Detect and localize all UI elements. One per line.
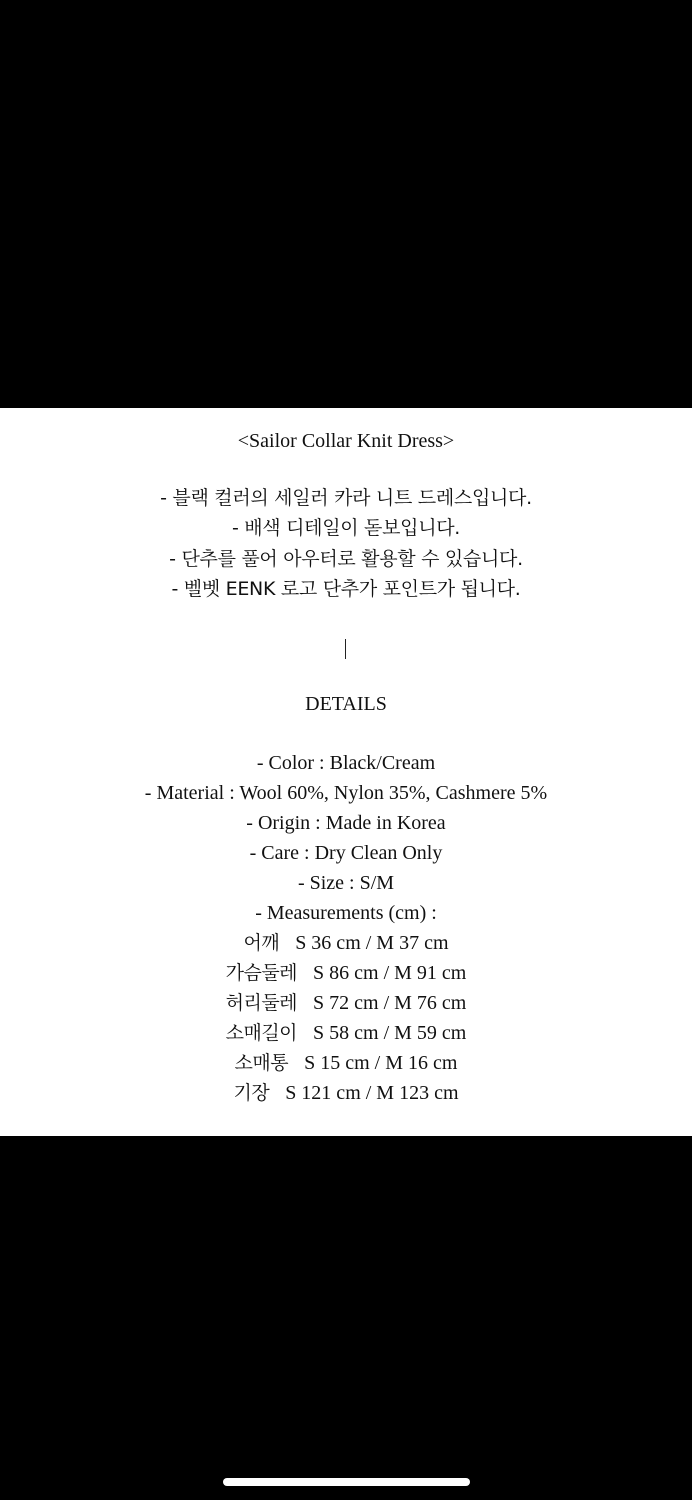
vertical-divider	[345, 639, 346, 659]
detail-measurements-label: - Measurements (cm) :	[255, 902, 437, 924]
detail-care: - Care : Dry Clean Only	[249, 842, 443, 864]
measurement-row-total-length	[0, 1078, 692, 1108]
product-title: <Sailor Collar Knit Dress>	[237, 430, 455, 452]
measurement-label: 소매통	[234, 1052, 289, 1074]
intro-description	[0, 483, 692, 604]
measurement-value: S 36 cm / M 37 cm	[295, 932, 449, 954]
detail-material: - Material : Wool 60%, Nylon 35%, Cashmere 5%	[144, 782, 548, 804]
intro-line: - 단추를 풀어 아우터로 활용할 수 있습니다.	[169, 547, 523, 570]
measurement-value: S 15 cm / M 16 cm	[304, 1052, 458, 1074]
intro-line: - 배색 디테일이 돋보입니다.	[231, 517, 461, 540]
intro-line: - 벨벳 EENK 로고 단추가 포인트가 됩니다.	[171, 577, 521, 600]
measurement-value: S 58 cm / M 59 cm	[313, 1022, 467, 1044]
intro-line: - 블랙 컬러의 세일러 카라 니트 드레스입니다.	[160, 487, 532, 509]
product-description-image	[0, 408, 692, 1136]
measurements-table	[0, 928, 692, 1108]
measurement-row-waist	[0, 988, 692, 1018]
detail-origin: - Origin : Made in Korea	[246, 812, 446, 834]
measurement-label: 기장	[233, 1082, 270, 1104]
measurement-label: 소매길이	[225, 1022, 298, 1044]
detail-size: - Size : S/M	[297, 872, 395, 894]
details-heading: DETAILS	[305, 693, 387, 715]
measurement-row-shoulder	[0, 928, 692, 958]
home-indicator[interactable]	[223, 1478, 470, 1486]
measurement-row-sleeve-width	[0, 1048, 692, 1078]
measurement-value: S 86 cm / M 91 cm	[313, 962, 467, 984]
measurement-value: S 72 cm / M 76 cm	[313, 992, 467, 1014]
measurement-value: S 121 cm / M 123 cm	[285, 1082, 459, 1104]
measurement-row-sleeve-length	[0, 1018, 692, 1048]
details-list	[0, 748, 692, 928]
measurement-label: 가슴둘레	[225, 962, 298, 984]
measurement-label: 어깨	[243, 932, 280, 954]
detail-color: - Color : Black/Cream	[256, 752, 436, 774]
measurement-label: 허리둘레	[225, 992, 298, 1014]
measurement-row-chest	[0, 958, 692, 988]
